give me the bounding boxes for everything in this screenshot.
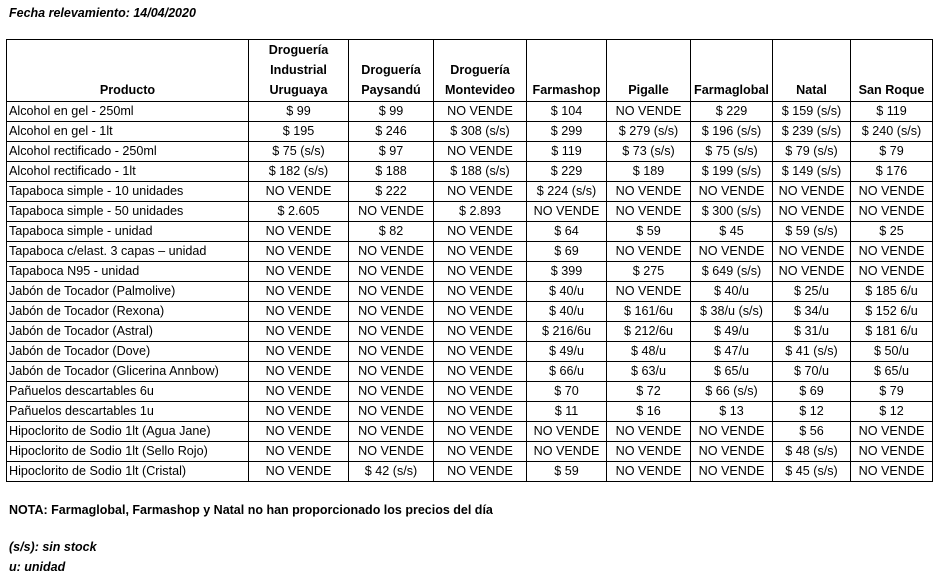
price-cell: $ 99 [249,102,349,122]
price-cell: NO VENDE [527,442,607,462]
price-cell: $ 72 [607,382,691,402]
price-cell: NO VENDE [249,222,349,242]
price-cell: NO VENDE [349,202,434,222]
legend-line: (s/s): sin stock [9,540,97,554]
price-cell: $ 222 [349,182,434,202]
price-cell: NO VENDE [851,202,933,222]
price-cell: NO VENDE [434,302,527,322]
table-row [7,322,933,342]
price-cell: $ 275 [607,262,691,282]
price-cell: $ 181 6/u [851,322,933,342]
price-cell: $ 40/u [527,302,607,322]
column-header: Droguería Industrial Uruguaya [249,40,349,102]
product-name-cell: Tapaboca c/elast. 3 capas – unidad [7,242,249,262]
price-cell: NO VENDE [607,442,691,462]
price-cell: $ 25 [851,222,933,242]
price-cell: NO VENDE [851,262,933,282]
product-name-cell: Jabón de Tocador (Rexona) [7,302,249,322]
price-cell: $ 2.605 [249,202,349,222]
price-cell: $ 25/u [773,282,851,302]
product-name-cell: Alcohol rectificado - 1lt [7,162,249,182]
column-header: Producto [7,40,249,102]
price-cell: NO VENDE [349,242,434,262]
price-cell: NO VENDE [527,422,607,442]
price-cell: $ 216/6u [527,322,607,342]
table-row [7,442,933,462]
table-row [7,282,933,302]
product-name-cell: Pañuelos descartables 6u [7,382,249,402]
price-cell: $ 152 6/u [851,302,933,322]
column-header: Droguería Paysandú [349,40,434,102]
price-cell: NO VENDE [773,262,851,282]
price-cell: NO VENDE [249,282,349,302]
price-cell: $ 69 [773,382,851,402]
product-name-cell: Jabón de Tocador (Astral) [7,322,249,342]
price-cell: NO VENDE [434,182,527,202]
product-name-cell: Hipoclorito de Sodio 1lt (Sello Rojo) [7,442,249,462]
price-cell: NO VENDE [691,422,773,442]
price-cell: $ 34/u [773,302,851,322]
price-cell: $ 161/6u [607,302,691,322]
price-cell: NO VENDE [607,202,691,222]
price-cell: $ 159 (s/s) [773,102,851,122]
price-cell: $ 31/u [773,322,851,342]
column-header: Farmaglobal [691,40,773,102]
price-cell: $ 42 (s/s) [349,462,434,482]
product-name-cell: Hipoclorito de Sodio 1lt (Cristal) [7,462,249,482]
product-name-cell: Tapaboca simple - 50 unidades [7,202,249,222]
price-cell: NO VENDE [851,462,933,482]
price-cell: $ 79 [851,382,933,402]
price-cell: $ 49/u [527,342,607,362]
price-cell: NO VENDE [434,362,527,382]
price-cell: NO VENDE [349,442,434,462]
price-cell: $ 104 [527,102,607,122]
price-cell: NO VENDE [851,242,933,262]
price-cell: NO VENDE [349,422,434,442]
table-row [7,422,933,442]
table-row [7,142,933,162]
price-cell: $ 41 (s/s) [773,342,851,362]
product-name-cell: Alcohol en gel - 250ml [7,102,249,122]
price-cell: $ 11 [527,402,607,422]
price-cell: $ 13 [691,402,773,422]
price-cell: $ 59 [607,222,691,242]
price-cell: $ 196 (s/s) [691,122,773,142]
price-cell: NO VENDE [349,402,434,422]
product-name-cell: Alcohol en gel - 1lt [7,122,249,142]
price-cell: NO VENDE [434,342,527,362]
price-cell: $ 97 [349,142,434,162]
price-cell: NO VENDE [249,362,349,382]
price-cell: $ 212/6u [607,322,691,342]
price-cell: NO VENDE [607,462,691,482]
table-row [7,402,933,422]
price-cell: $ 182 (s/s) [249,162,349,182]
price-cell: $ 70/u [773,362,851,382]
price-cell: NO VENDE [691,242,773,262]
survey-date: Fecha relevamiento: 14/04/2020 [9,6,196,20]
price-cell: $ 12 [773,402,851,422]
price-cell: NO VENDE [249,462,349,482]
product-name-cell: Hipoclorito de Sodio 1lt (Agua Jane) [7,422,249,442]
price-cell: $ 48 (s/s) [773,442,851,462]
price-cell: NO VENDE [349,262,434,282]
price-cell: $ 188 [349,162,434,182]
price-cell: $ 199 (s/s) [691,162,773,182]
price-cell: $ 48/u [607,342,691,362]
price-cell: NO VENDE [773,242,851,262]
price-cell: $ 119 [851,102,933,122]
price-cell: NO VENDE [434,382,527,402]
price-cell: NO VENDE [349,282,434,302]
table-row [7,102,933,122]
price-cell: $ 45 (s/s) [773,462,851,482]
price-cell: NO VENDE [527,202,607,222]
price-cell: $ 229 [527,162,607,182]
price-cell: NO VENDE [249,302,349,322]
price-cell: $ 66/u [527,362,607,382]
price-cell: $ 65/u [851,362,933,382]
price-cell: NO VENDE [249,262,349,282]
table-row [7,362,933,382]
price-cell: $ 2.893 [434,202,527,222]
price-cell: $ 188 (s/s) [434,162,527,182]
price-cell: $ 47/u [691,342,773,362]
price-cell: $ 70 [527,382,607,402]
table-row [7,382,933,402]
price-cell: NO VENDE [851,182,933,202]
table-row [7,302,933,322]
price-cell: $ 239 (s/s) [773,122,851,142]
price-cell: NO VENDE [434,442,527,462]
price-cell: $ 279 (s/s) [607,122,691,142]
product-name-cell: Jabón de Tocador (Palmolive) [7,282,249,302]
price-cell: NO VENDE [607,102,691,122]
price-cell: NO VENDE [434,222,527,242]
price-cell: NO VENDE [249,382,349,402]
price-cell: NO VENDE [249,242,349,262]
price-cell: $ 300 (s/s) [691,202,773,222]
price-cell: NO VENDE [249,182,349,202]
price-cell: $ 79 (s/s) [773,142,851,162]
price-cell: NO VENDE [607,182,691,202]
price-cell: $ 649 (s/s) [691,262,773,282]
table-row [7,162,933,182]
price-cell: NO VENDE [691,442,773,462]
footnote: NOTA: Farmaglobal, Farmashop y Natal no han proporcionado los precios del día [9,503,493,517]
table-header-row [7,40,933,102]
product-name-cell: Pañuelos descartables 1u [7,402,249,422]
price-cell: $ 82 [349,222,434,242]
price-cell: $ 49/u [691,322,773,342]
price-cell: $ 59 [527,462,607,482]
price-cell: $ 240 (s/s) [851,122,933,142]
price-cell: NO VENDE [349,322,434,342]
price-cell: NO VENDE [607,422,691,442]
price-cell: NO VENDE [249,402,349,422]
table-row [7,242,933,262]
price-cell: $ 75 (s/s) [249,142,349,162]
price-cell: NO VENDE [349,302,434,322]
price-cell: NO VENDE [249,322,349,342]
product-name-cell: Jabón de Tocador (Glicerina Annbow) [7,362,249,382]
price-cell: $ 246 [349,122,434,142]
column-header: Natal [773,40,851,102]
price-cell: $ 12 [851,402,933,422]
price-cell: $ 195 [249,122,349,142]
product-name-cell: Tapaboca N95 - unidad [7,262,249,282]
price-cell: $ 56 [773,422,851,442]
column-header: Droguería Montevideo [434,40,527,102]
table-row [7,122,933,142]
price-cell: NO VENDE [349,382,434,402]
price-cell: $ 75 (s/s) [691,142,773,162]
column-header: Pigalle [607,40,691,102]
price-cell: NO VENDE [349,362,434,382]
price-cell: $ 66 (s/s) [691,382,773,402]
price-cell: $ 185 6/u [851,282,933,302]
price-table [6,39,933,482]
column-header: San Roque [851,40,933,102]
price-cell: $ 99 [349,102,434,122]
price-cell: $ 299 [527,122,607,142]
price-cell: $ 40/u [527,282,607,302]
price-cell: NO VENDE [434,282,527,302]
product-name-cell: Alcohol rectificado - 250ml [7,142,249,162]
price-cell: $ 64 [527,222,607,242]
price-cell: $ 65/u [691,362,773,382]
price-cell: $ 69 [527,242,607,262]
price-cell: NO VENDE [773,182,851,202]
price-cell: NO VENDE [249,342,349,362]
price-cell: NO VENDE [434,462,527,482]
price-cell: $ 73 (s/s) [607,142,691,162]
price-cell: $ 308 (s/s) [434,122,527,142]
price-cell: $ 45 [691,222,773,242]
legend-line: u: unidad [9,560,66,574]
price-cell: $ 229 [691,102,773,122]
price-cell: NO VENDE [249,442,349,462]
price-cell: NO VENDE [249,422,349,442]
table-row [7,262,933,282]
price-cell: $ 176 [851,162,933,182]
price-cell: NO VENDE [434,242,527,262]
price-cell: $ 399 [527,262,607,282]
price-cell: NO VENDE [434,262,527,282]
table-row [7,202,933,222]
table-row [7,182,933,202]
price-cell: NO VENDE [434,402,527,422]
price-cell: $ 50/u [851,342,933,362]
price-cell: $ 16 [607,402,691,422]
price-cell: NO VENDE [349,342,434,362]
price-cell: NO VENDE [691,462,773,482]
product-name-cell: Tapaboca simple - unidad [7,222,249,242]
table-body [7,102,933,482]
price-cell: $ 59 (s/s) [773,222,851,242]
column-header: Farmashop [527,40,607,102]
table-row [7,222,933,242]
price-cell: NO VENDE [691,182,773,202]
price-cell: NO VENDE [434,322,527,342]
table-row [7,462,933,482]
product-name-cell: Jabón de Tocador (Dove) [7,342,249,362]
price-cell: $ 79 [851,142,933,162]
price-cell: NO VENDE [434,102,527,122]
price-cell: NO VENDE [851,442,933,462]
price-cell: NO VENDE [607,282,691,302]
price-cell: NO VENDE [607,242,691,262]
price-cell: $ 189 [607,162,691,182]
price-cell: $ 40/u [691,282,773,302]
price-cell: NO VENDE [773,202,851,222]
table-row [7,342,933,362]
price-cell: $ 224 (s/s) [527,182,607,202]
product-name-cell: Tapaboca simple - 10 unidades [7,182,249,202]
price-cell: NO VENDE [851,422,933,442]
price-cell: $ 149 (s/s) [773,162,851,182]
price-cell: NO VENDE [434,422,527,442]
price-cell: $ 119 [527,142,607,162]
price-cell: $ 63/u [607,362,691,382]
price-cell: NO VENDE [434,142,527,162]
price-cell: $ 38/u (s/s) [691,302,773,322]
